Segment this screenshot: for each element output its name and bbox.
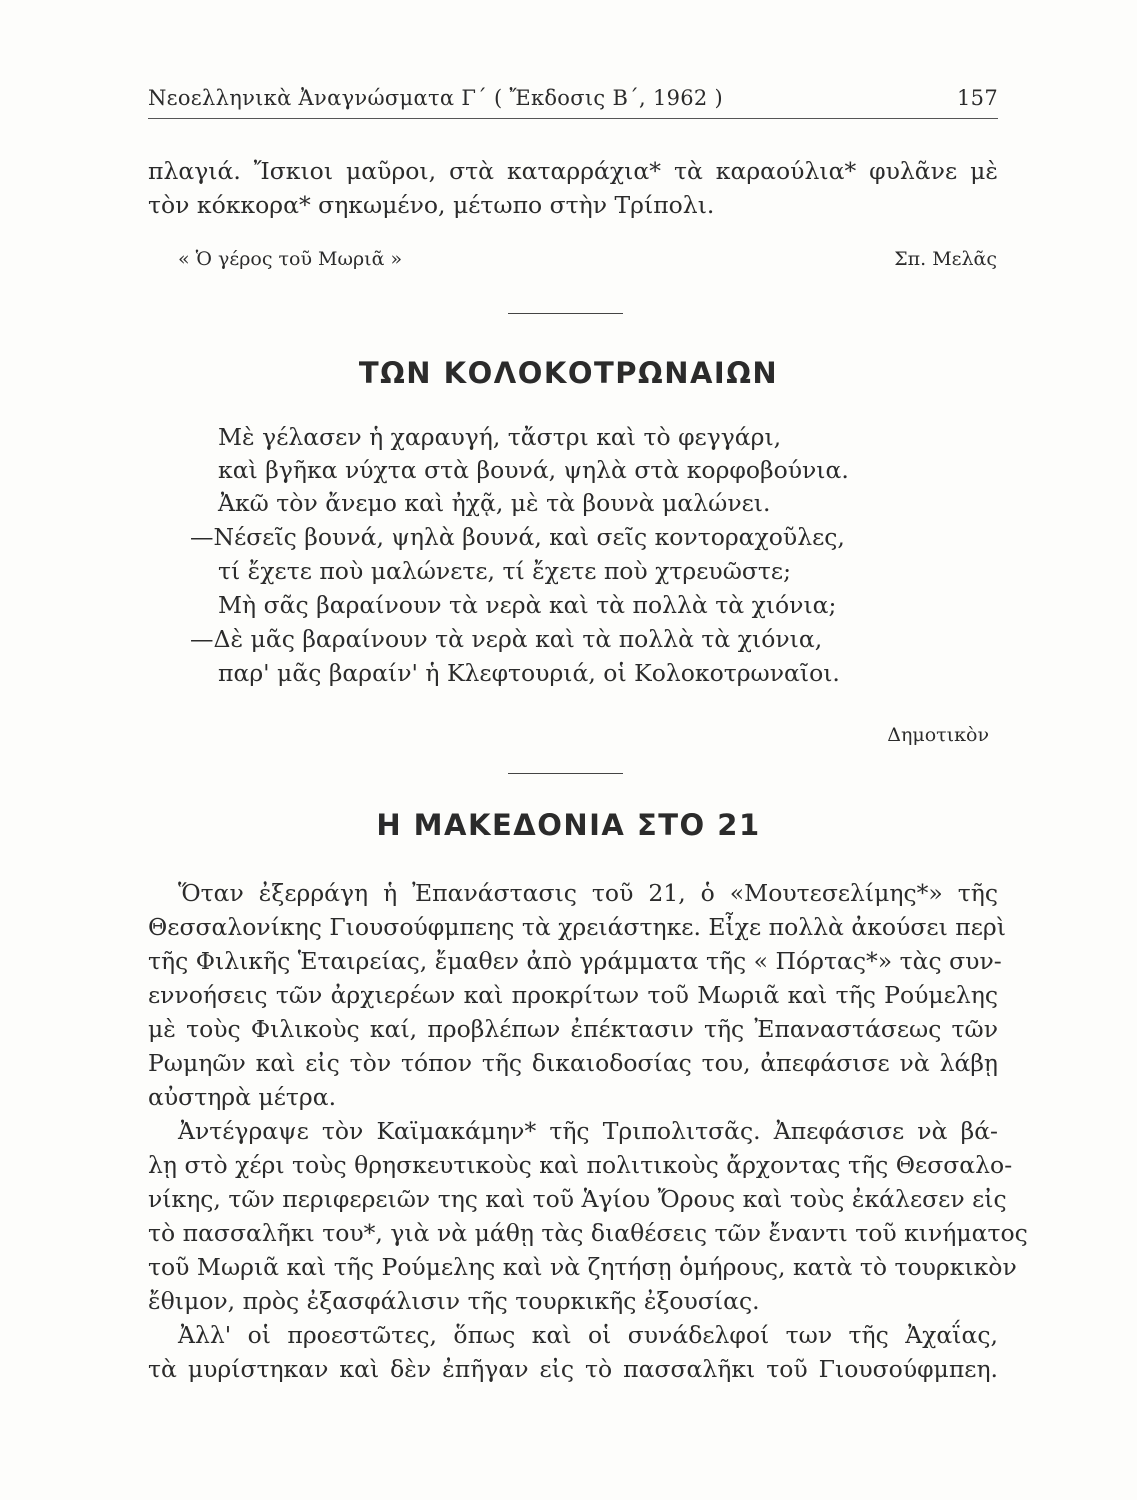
body-line: τὰ μυρίστηκαν καὶ δὲν ἐπῆγαν εἰς τὸ πασσαλῆκι τοῦ Γιουσούφμπεη.	[148, 1355, 998, 1383]
section-divider	[508, 313, 623, 314]
poem-source: Δημοτικὸν	[887, 724, 989, 746]
body-line: ἔθιμον, πρὸς ἐξασφάλισιν τῆς τουρκικῆς ἐξουσίας.	[148, 1287, 760, 1315]
body-line: μὲ τοὺς Φιλικοὺς καί, προβλέπων ἐπέκτασιν τῆς Ἐπαναστάσεως τῶν	[148, 1015, 998, 1043]
section-divider	[508, 773, 623, 774]
poem-line: Μὴ σᾶς βαραίνουν τὰ νερὰ καὶ τὰ πολλὰ τὰ χιόνια;	[218, 591, 837, 619]
running-title: Νεοελληνικὰ Ἀναγνώσματα Γ΄ ( Ἔκδοσις Β΄, 1962 )	[148, 86, 724, 110]
running-header	[148, 86, 998, 116]
body-line: Ὅταν ἐξερράγη ἡ Ἐπανάστασις τοῦ 21, ὁ «Μουτεσελίμης*» τῆς	[178, 879, 998, 907]
body-line: αὐστηρὰ μέτρα.	[148, 1083, 337, 1111]
intro-line: πλαγιά. Ἴσκιοι μαῦροι, στὰ καταρράχια* τὰ καραούλια* φυλᾶνε μὲ	[148, 157, 998, 185]
header-rule	[148, 118, 998, 119]
body-line: τῆς Φιλικῆς Ἑταιρείας, ἔμαθεν ἀπὸ γράμματα τῆς « Πόρτας*» τὰς συν-	[148, 947, 1002, 975]
body-line: τοῦ Μωριᾶ καὶ τῆς Ρούμελης καὶ νὰ ζητήσῃ ὁμήρους, κατὰ τὸ τουρκικὸν	[148, 1253, 1017, 1281]
intro-source: « Ὁ γέρος τοῦ Μωριᾶ »	[178, 248, 403, 270]
poem-line: —Δὲ μᾶς βαραίνουν τὰ νερὰ καὶ τὰ πολλὰ τὰ χιόνια,	[190, 625, 823, 653]
poem-line: Μὲ γέλασεν ἡ χαραυγή, τἄστρι καὶ τὸ φεγγάρι,	[218, 423, 782, 451]
body-line: Ἀλλ' οἱ προεστῶτες, ὅπως καὶ οἱ συνάδελφοί των τῆς Ἀχαΐας,	[178, 1321, 998, 1349]
body-line: τὸ πασσαλῆκι του*, γιὰ νὰ μάθῃ τὰς διαθέσεις τῶν ἔναντι τοῦ κινήματος	[148, 1219, 1028, 1247]
intro-author: Σπ. Μελᾶς	[894, 248, 997, 270]
poem-line: —Νέσεῖς βουνά, ψηλὰ βουνά, καὶ σεῖς κοντοραχοῦλες,	[190, 523, 845, 551]
body-line: Ρωμηῶν καὶ εἰς τὸν τόπον τῆς δικαιοδοσίας του, ἀπεφάσισε νὰ λάβῃ	[148, 1049, 998, 1077]
poem-line: παρ' μᾶς βαραίν' ἡ Κλεφτουριά, οἱ Κολοκοτρωναῖοι.	[218, 659, 840, 687]
body-line: λῃ στὸ χέρι τοὺς θρησκευτικοὺς καὶ πολιτικοὺς ἄρχοντας τῆς Θεσσαλο-	[148, 1151, 1013, 1179]
poem-line: καὶ βγῆκα νύχτα στὰ βουνά, ψηλὰ στὰ κορφοβούνια.	[218, 456, 849, 484]
poem-line: Ἀκῶ τὸν ἄνεμο καὶ ἠχᾷ, μὲ τὰ βουνὰ μαλώνει.	[218, 489, 771, 517]
section-title: Η ΜΑΚΕΔΟΝΙΑ ΣΤΟ 21	[376, 808, 761, 842]
body-line: Ἀντέγραψε τὸν Καϊμακάμην* τῆς Τριπολιτσᾶς. Ἀπεφάσισε νὰ βά-	[178, 1117, 998, 1145]
body-line: Θεσσαλονίκης Γιουσούφμπεης τὰ χρειάστηκε. Εἶχε πολλὰ ἀκούσει περὶ	[148, 913, 1006, 941]
poem-title: ΤΩΝ ΚΟΛΟΚΟΤΡΩΝΑΙΩΝ	[358, 356, 779, 390]
poem-line: τί ἔχετε ποὺ μαλώνετε, τί ἔχετε ποὺ χτρευῶστε;	[218, 557, 791, 585]
body-line: εννοήσεις τῶν ἀρχιερέων καὶ προκρίτων τοῦ Μωριᾶ καὶ τῆς Ρούμελης	[148, 981, 998, 1009]
body-line: νίκης, τῶν περιφερειῶν της καὶ τοῦ Ἁγίου Ὄρους καὶ τοὺς ἐκάλεσεν εἰς	[148, 1185, 1007, 1213]
page-number: 157	[957, 86, 998, 110]
intro-line: τὸν κόκκορα* σηκωμένο, μέτωπο στὴν Τρίπολι.	[148, 191, 715, 219]
